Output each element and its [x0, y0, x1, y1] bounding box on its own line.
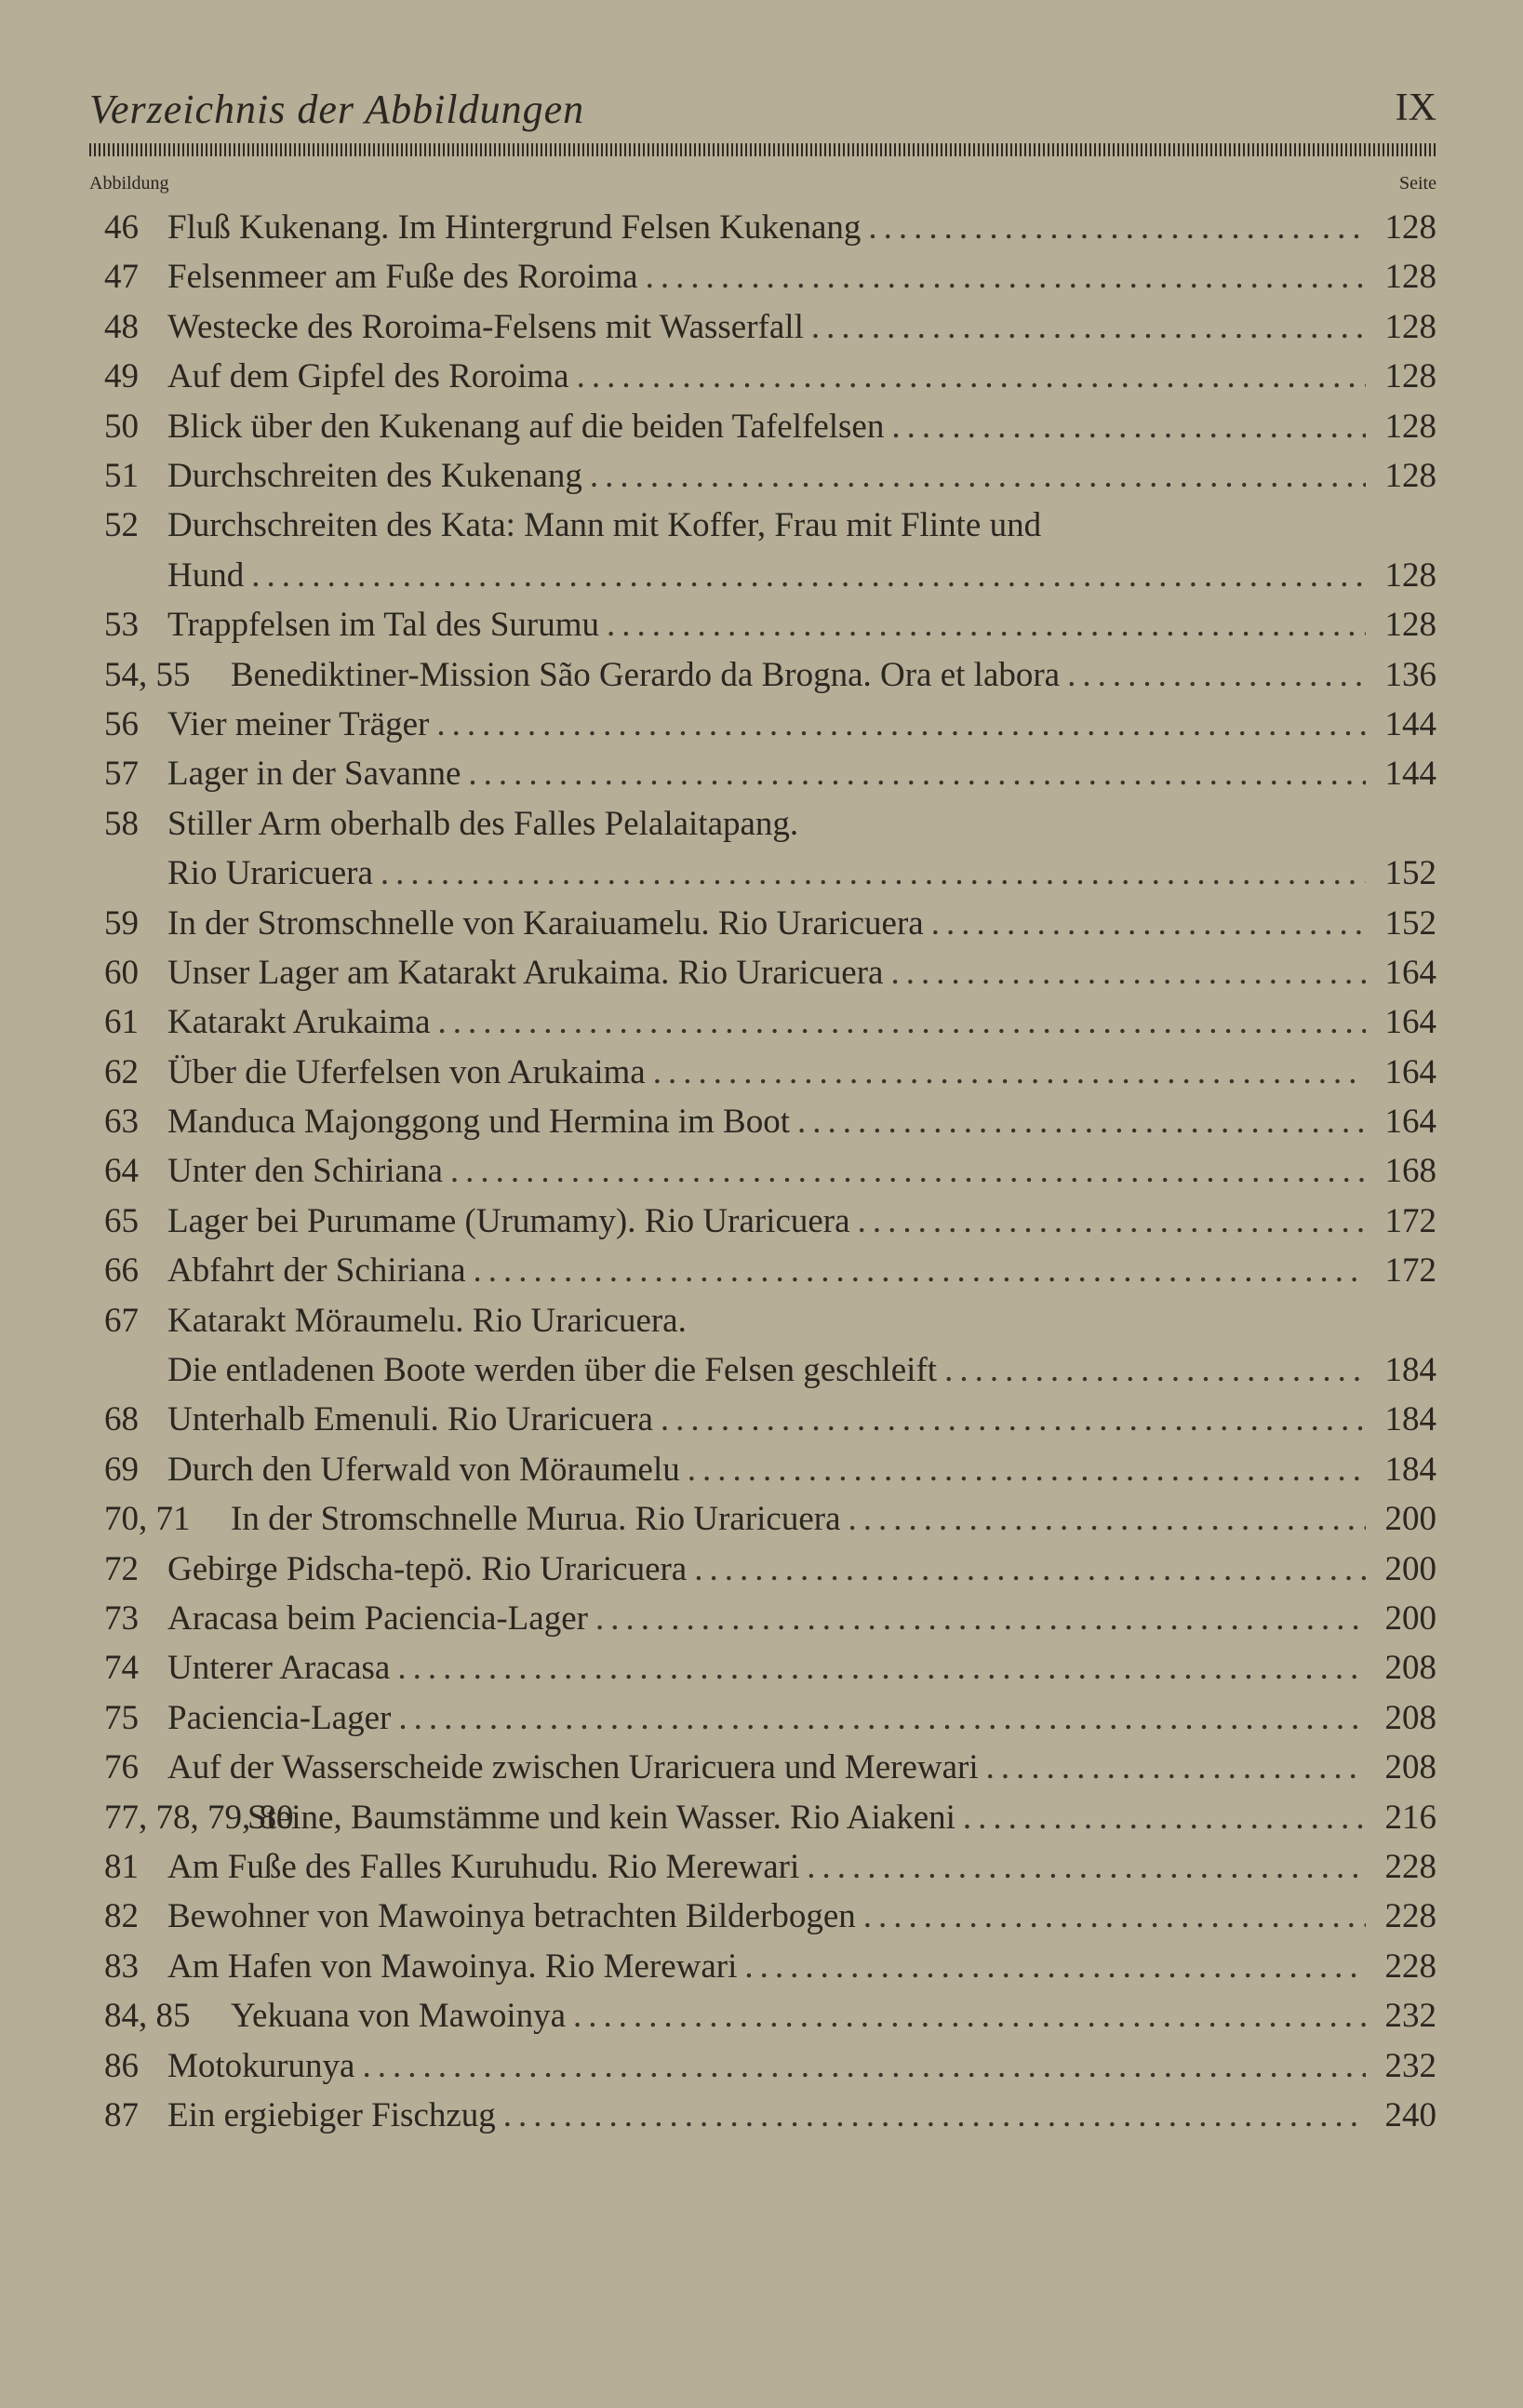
entry-line [167, 1197, 1436, 1246]
figure-number: 81 [104, 1847, 139, 1886]
figure-number: 84, 85 [104, 1997, 191, 2036]
page-reference: 172 [1384, 1251, 1436, 1291]
figure-number: 77, 78, 79, 80 [104, 1798, 294, 1837]
list-item [89, 1942, 1436, 1991]
list-item [89, 799, 1436, 899]
figure-caption: Manduca Majonggong und Hermina im Boot [167, 1103, 790, 1142]
figure-number: 54, 55 [104, 655, 191, 694]
figure-caption: Die entladenen Boote werden über die Felsen geschleift [167, 1351, 938, 1390]
list-item [89, 1048, 1436, 1097]
page-reference: 128 [1384, 407, 1436, 446]
figure-number: 58 [104, 804, 139, 843]
entry-line [167, 899, 1436, 948]
dot-leader [797, 1097, 1366, 1146]
list-item [89, 501, 1436, 600]
page-reference: 228 [1384, 1897, 1436, 1936]
entry-line [167, 451, 1436, 501]
dot-leader [362, 2041, 1366, 2091]
entry-line [167, 1693, 1436, 1743]
list-item [89, 1545, 1436, 1594]
figure-number: 50 [104, 407, 139, 446]
dot-leader [577, 352, 1366, 401]
dot-leader [694, 1545, 1366, 1594]
dot-leader [468, 749, 1366, 798]
list-item [89, 1743, 1436, 1792]
dot-leader [397, 1643, 1366, 1692]
list-item [89, 650, 1436, 700]
figure-number: 70, 71 [104, 1500, 191, 1539]
list-item [89, 2091, 1436, 2140]
entry-line [167, 1842, 1436, 1892]
figure-caption: Katarakt Arukaima [167, 1003, 431, 1042]
page-reference: 164 [1384, 1103, 1436, 1142]
figure-number: 53 [104, 606, 139, 645]
figure-number: 61 [104, 1003, 139, 1042]
dot-leader [868, 203, 1366, 252]
figure-caption: Katarakt Möraumelu. Rio Uraricuera. [167, 1301, 687, 1340]
dot-leader [1067, 650, 1366, 700]
entry-line [167, 352, 1436, 401]
entry-line [167, 1545, 1436, 1594]
dot-leader [595, 1594, 1366, 1643]
ornamental-rule [89, 143, 1436, 156]
entry-line [167, 252, 1436, 301]
page-reference: 228 [1384, 1946, 1436, 1986]
entry-line [231, 1494, 1436, 1544]
column-headers [89, 166, 1436, 203]
figure-caption: In der Stromschnelle Murua. Rio Uraricuera [231, 1500, 841, 1539]
page-reference: 168 [1384, 1152, 1436, 1191]
dot-leader [807, 1842, 1366, 1892]
list-item [89, 1693, 1436, 1743]
entry-line [167, 203, 1436, 252]
figure-number: 62 [104, 1052, 139, 1091]
entry-line [167, 1345, 1436, 1395]
figure-number: 60 [104, 953, 139, 992]
page-reference: 200 [1384, 1599, 1436, 1638]
page-reference: 128 [1384, 258, 1436, 297]
dot-leader [503, 2091, 1366, 2140]
page-reference: 172 [1384, 1201, 1436, 1240]
list-item [89, 1643, 1436, 1692]
list-item [89, 1146, 1436, 1196]
figure-number: 73 [104, 1599, 139, 1638]
figure-number: 69 [104, 1450, 139, 1489]
figure-caption: Fluß Kukenang. Im Hintergrund Felsen Kukenang [167, 208, 862, 247]
figure-caption: Ein ergiebiger Fischzug [167, 2095, 496, 2134]
dot-leader [890, 948, 1366, 997]
page-reference: 228 [1384, 1847, 1436, 1886]
figure-number: 65 [104, 1201, 139, 1240]
dot-leader [931, 899, 1366, 948]
entry-line [167, 948, 1436, 997]
figure-number: 56 [104, 704, 139, 743]
figure-caption: Felsenmeer am Fuße des Roroima [167, 258, 638, 297]
dot-leader [646, 252, 1366, 301]
entry-line [231, 1991, 1436, 2040]
page-reference: 144 [1384, 704, 1436, 743]
page-reference: 208 [1384, 1649, 1436, 1688]
list-item [89, 1246, 1436, 1295]
page-reference: 240 [1384, 2095, 1436, 2134]
list-item [89, 252, 1436, 301]
figure-number: 63 [104, 1103, 139, 1142]
entry-line [167, 501, 1436, 550]
page-reference: 128 [1384, 606, 1436, 645]
entry-line [167, 1097, 1436, 1146]
dot-leader [251, 551, 1366, 600]
entry-line [231, 650, 1436, 700]
column-header-page: Seite [1399, 173, 1436, 194]
figure-number: 72 [104, 1549, 139, 1588]
page-reference: 184 [1384, 1351, 1436, 1390]
figure-caption: Steine, Baumstämme und kein Wasser. Rio Aiakeni [247, 1798, 955, 1837]
page-reference: 164 [1384, 953, 1436, 992]
page-reference: 164 [1384, 1052, 1436, 1091]
figure-number: 52 [104, 506, 139, 545]
entry-line [167, 1048, 1436, 1097]
figure-number: 57 [104, 755, 139, 794]
figure-number: 74 [104, 1649, 139, 1688]
figure-caption: Durch den Uferwald von Möraumelu [167, 1450, 680, 1489]
figure-caption: Aracasa beim Paciencia-Lager [167, 1599, 588, 1638]
figure-caption: Über die Uferfelsen von Arukaima [167, 1052, 646, 1091]
figure-number: 46 [104, 208, 139, 247]
dot-leader [436, 700, 1366, 749]
entry-line [167, 402, 1436, 451]
figure-caption: Lager in der Savanne [167, 755, 461, 794]
figure-caption: Paciencia-Lager [167, 1698, 392, 1737]
dot-leader [963, 1793, 1366, 1842]
list-item [89, 749, 1436, 798]
dot-leader [986, 1743, 1366, 1792]
entry-line [247, 1793, 1436, 1842]
dot-leader [688, 1445, 1366, 1494]
figure-number: 59 [104, 903, 139, 943]
figure-caption: Durchschreiten des Kata: Mann mit Koffer, Frau mit Flinte und [167, 506, 1042, 545]
figure-number: 83 [104, 1946, 139, 1986]
entry-line [167, 2041, 1436, 2091]
list-item [89, 948, 1436, 997]
figure-caption: Unser Lager am Katarakt Arukaima. Rio Uraricuera [167, 953, 884, 992]
entry-line [167, 2091, 1436, 2140]
figure-number: 68 [104, 1400, 139, 1439]
column-header-figure: Abbildung [89, 173, 169, 194]
list-item [89, 1445, 1436, 1494]
list-item [89, 402, 1436, 451]
figure-number: 75 [104, 1698, 139, 1737]
list-item [89, 1991, 1436, 2040]
page-reference: 232 [1384, 2046, 1436, 2085]
figure-caption: Gebirge Pidscha-tepö. Rio Uraricuera [167, 1549, 688, 1588]
figure-caption: Unterhalb Emenuli. Rio Uraricuera [167, 1400, 653, 1439]
list-item [89, 451, 1436, 501]
entry-line [167, 749, 1436, 798]
list-item [89, 2041, 1436, 2091]
page-reference: 152 [1384, 854, 1436, 893]
list-item [89, 700, 1436, 749]
list-item [89, 1296, 1436, 1396]
dot-leader [590, 451, 1366, 501]
figure-caption: Benediktiner-Mission São Gerardo da Brogna. Ora et labora [231, 655, 1061, 694]
list-item [89, 302, 1436, 352]
figure-number: 64 [104, 1152, 139, 1191]
figure-caption: Am Fuße des Falles Kuruhudu. Rio Merewari [167, 1847, 800, 1886]
figure-number: 48 [104, 307, 139, 346]
list-item [89, 997, 1436, 1047]
figure-caption: Rio Uraricuera [167, 854, 373, 893]
page-reference: 216 [1384, 1798, 1436, 1837]
entry-line [167, 700, 1436, 749]
running-title: Verzeichnis der Abbildungen [89, 87, 585, 132]
page-reference: 232 [1384, 1997, 1436, 2036]
list-item [89, 899, 1436, 948]
list-item [89, 1594, 1436, 1643]
page-reference: 128 [1384, 307, 1436, 346]
figure-caption: Stiller Arm oberhalb des Falles Pelalaitapang. [167, 804, 799, 843]
page-number: IX [1395, 87, 1436, 129]
page-reference: 128 [1384, 208, 1436, 247]
list-item [89, 203, 1436, 252]
dot-leader [811, 302, 1366, 352]
entry-line [167, 997, 1436, 1047]
page-reference: 152 [1384, 903, 1436, 943]
dot-leader [744, 1942, 1366, 1991]
dot-leader [863, 1892, 1366, 1941]
figure-caption: Hund [167, 555, 245, 595]
entry-line [167, 1445, 1436, 1494]
figure-number: 49 [104, 357, 139, 396]
page-reference: 128 [1384, 456, 1436, 495]
page-reference: 136 [1384, 655, 1436, 694]
figure-caption: Unter den Schiriana [167, 1152, 443, 1191]
entry-line [167, 1743, 1436, 1792]
list-item [89, 1494, 1436, 1544]
page-header [89, 86, 1436, 141]
dot-leader [944, 1345, 1366, 1395]
list-item [89, 1793, 1436, 1842]
figure-caption: Unterer Aracasa [167, 1649, 391, 1688]
figure-caption: Auf dem Gipfel des Roroima [167, 357, 569, 396]
entry-line [167, 1246, 1436, 1295]
figure-caption: Abfahrt der Schiriana [167, 1251, 466, 1291]
page-reference: 200 [1384, 1549, 1436, 1588]
list-item [89, 1842, 1436, 1892]
figure-caption: Trappfelsen im Tal des Surumu [167, 606, 599, 645]
figure-caption: Lager bei Purumame (Urumamy). Rio Uraricuera [167, 1201, 850, 1240]
figure-caption: Blick über den Kukenang auf die beiden Tafelfelsen [167, 407, 885, 446]
page-reference: 208 [1384, 1698, 1436, 1737]
list-item [89, 1395, 1436, 1444]
entry-line [167, 1395, 1436, 1444]
entry-line [167, 1892, 1436, 1941]
list-item [89, 1197, 1436, 1246]
figure-number: 47 [104, 258, 139, 297]
entry-line [167, 799, 1436, 849]
dot-leader [848, 1494, 1366, 1544]
figure-caption: Vier meiner Träger [167, 704, 430, 743]
dot-leader [858, 1197, 1366, 1246]
entry-line [167, 1146, 1436, 1196]
dot-leader [653, 1048, 1366, 1097]
dot-leader [891, 402, 1366, 451]
figure-caption: Bewohner von Mawoinya betrachten Bilderbogen [167, 1897, 856, 1936]
entry-line [167, 849, 1436, 898]
figure-number: 87 [104, 2095, 139, 2134]
dot-leader [661, 1395, 1366, 1444]
dot-leader [450, 1146, 1366, 1196]
figure-number: 51 [104, 456, 139, 495]
figure-caption: Yekuana von Mawoinya [231, 1997, 567, 2036]
page-reference: 144 [1384, 755, 1436, 794]
page-reference: 128 [1384, 555, 1436, 595]
figure-caption: Auf der Wasserscheide zwischen Uraricuera und Merewari [167, 1748, 979, 1787]
list-item [89, 352, 1436, 401]
figure-number: 86 [104, 2046, 139, 2085]
figure-caption: Durchschreiten des Kukenang [167, 456, 582, 495]
page [89, 86, 1436, 2140]
page-reference: 200 [1384, 1500, 1436, 1539]
dot-leader [381, 849, 1366, 898]
figure-list [89, 203, 1436, 2140]
dot-leader [398, 1693, 1366, 1743]
figure-number: 66 [104, 1251, 139, 1291]
page-reference: 164 [1384, 1003, 1436, 1042]
figure-caption: Westecke des Roroima-Felsens mit Wasserfall [167, 307, 804, 346]
page-reference: 184 [1384, 1400, 1436, 1439]
figure-number: 82 [104, 1897, 139, 1936]
entry-line [167, 600, 1436, 649]
page-reference: 184 [1384, 1450, 1436, 1489]
page-reference: 208 [1384, 1748, 1436, 1787]
entry-line [167, 1594, 1436, 1643]
dot-leader [438, 997, 1366, 1047]
list-item [89, 1892, 1436, 1941]
entry-line [167, 1643, 1436, 1692]
page-reference: 128 [1384, 357, 1436, 396]
list-item [89, 1097, 1436, 1146]
dot-leader [474, 1246, 1366, 1295]
figure-caption: In der Stromschnelle von Karaiuamelu. Rio Uraricuera [167, 903, 924, 943]
figure-caption: Am Hafen von Mawoinya. Rio Merewari [167, 1946, 738, 1986]
list-item [89, 600, 1436, 649]
figure-caption: Motokurunya [167, 2046, 355, 2085]
entry-line [167, 1296, 1436, 1345]
dot-leader [573, 1991, 1366, 2040]
figure-number: 76 [104, 1748, 139, 1787]
entry-line [167, 1942, 1436, 1991]
entry-line [167, 302, 1436, 352]
dot-leader [607, 600, 1366, 649]
entry-line [167, 551, 1436, 600]
figure-number: 67 [104, 1301, 139, 1340]
